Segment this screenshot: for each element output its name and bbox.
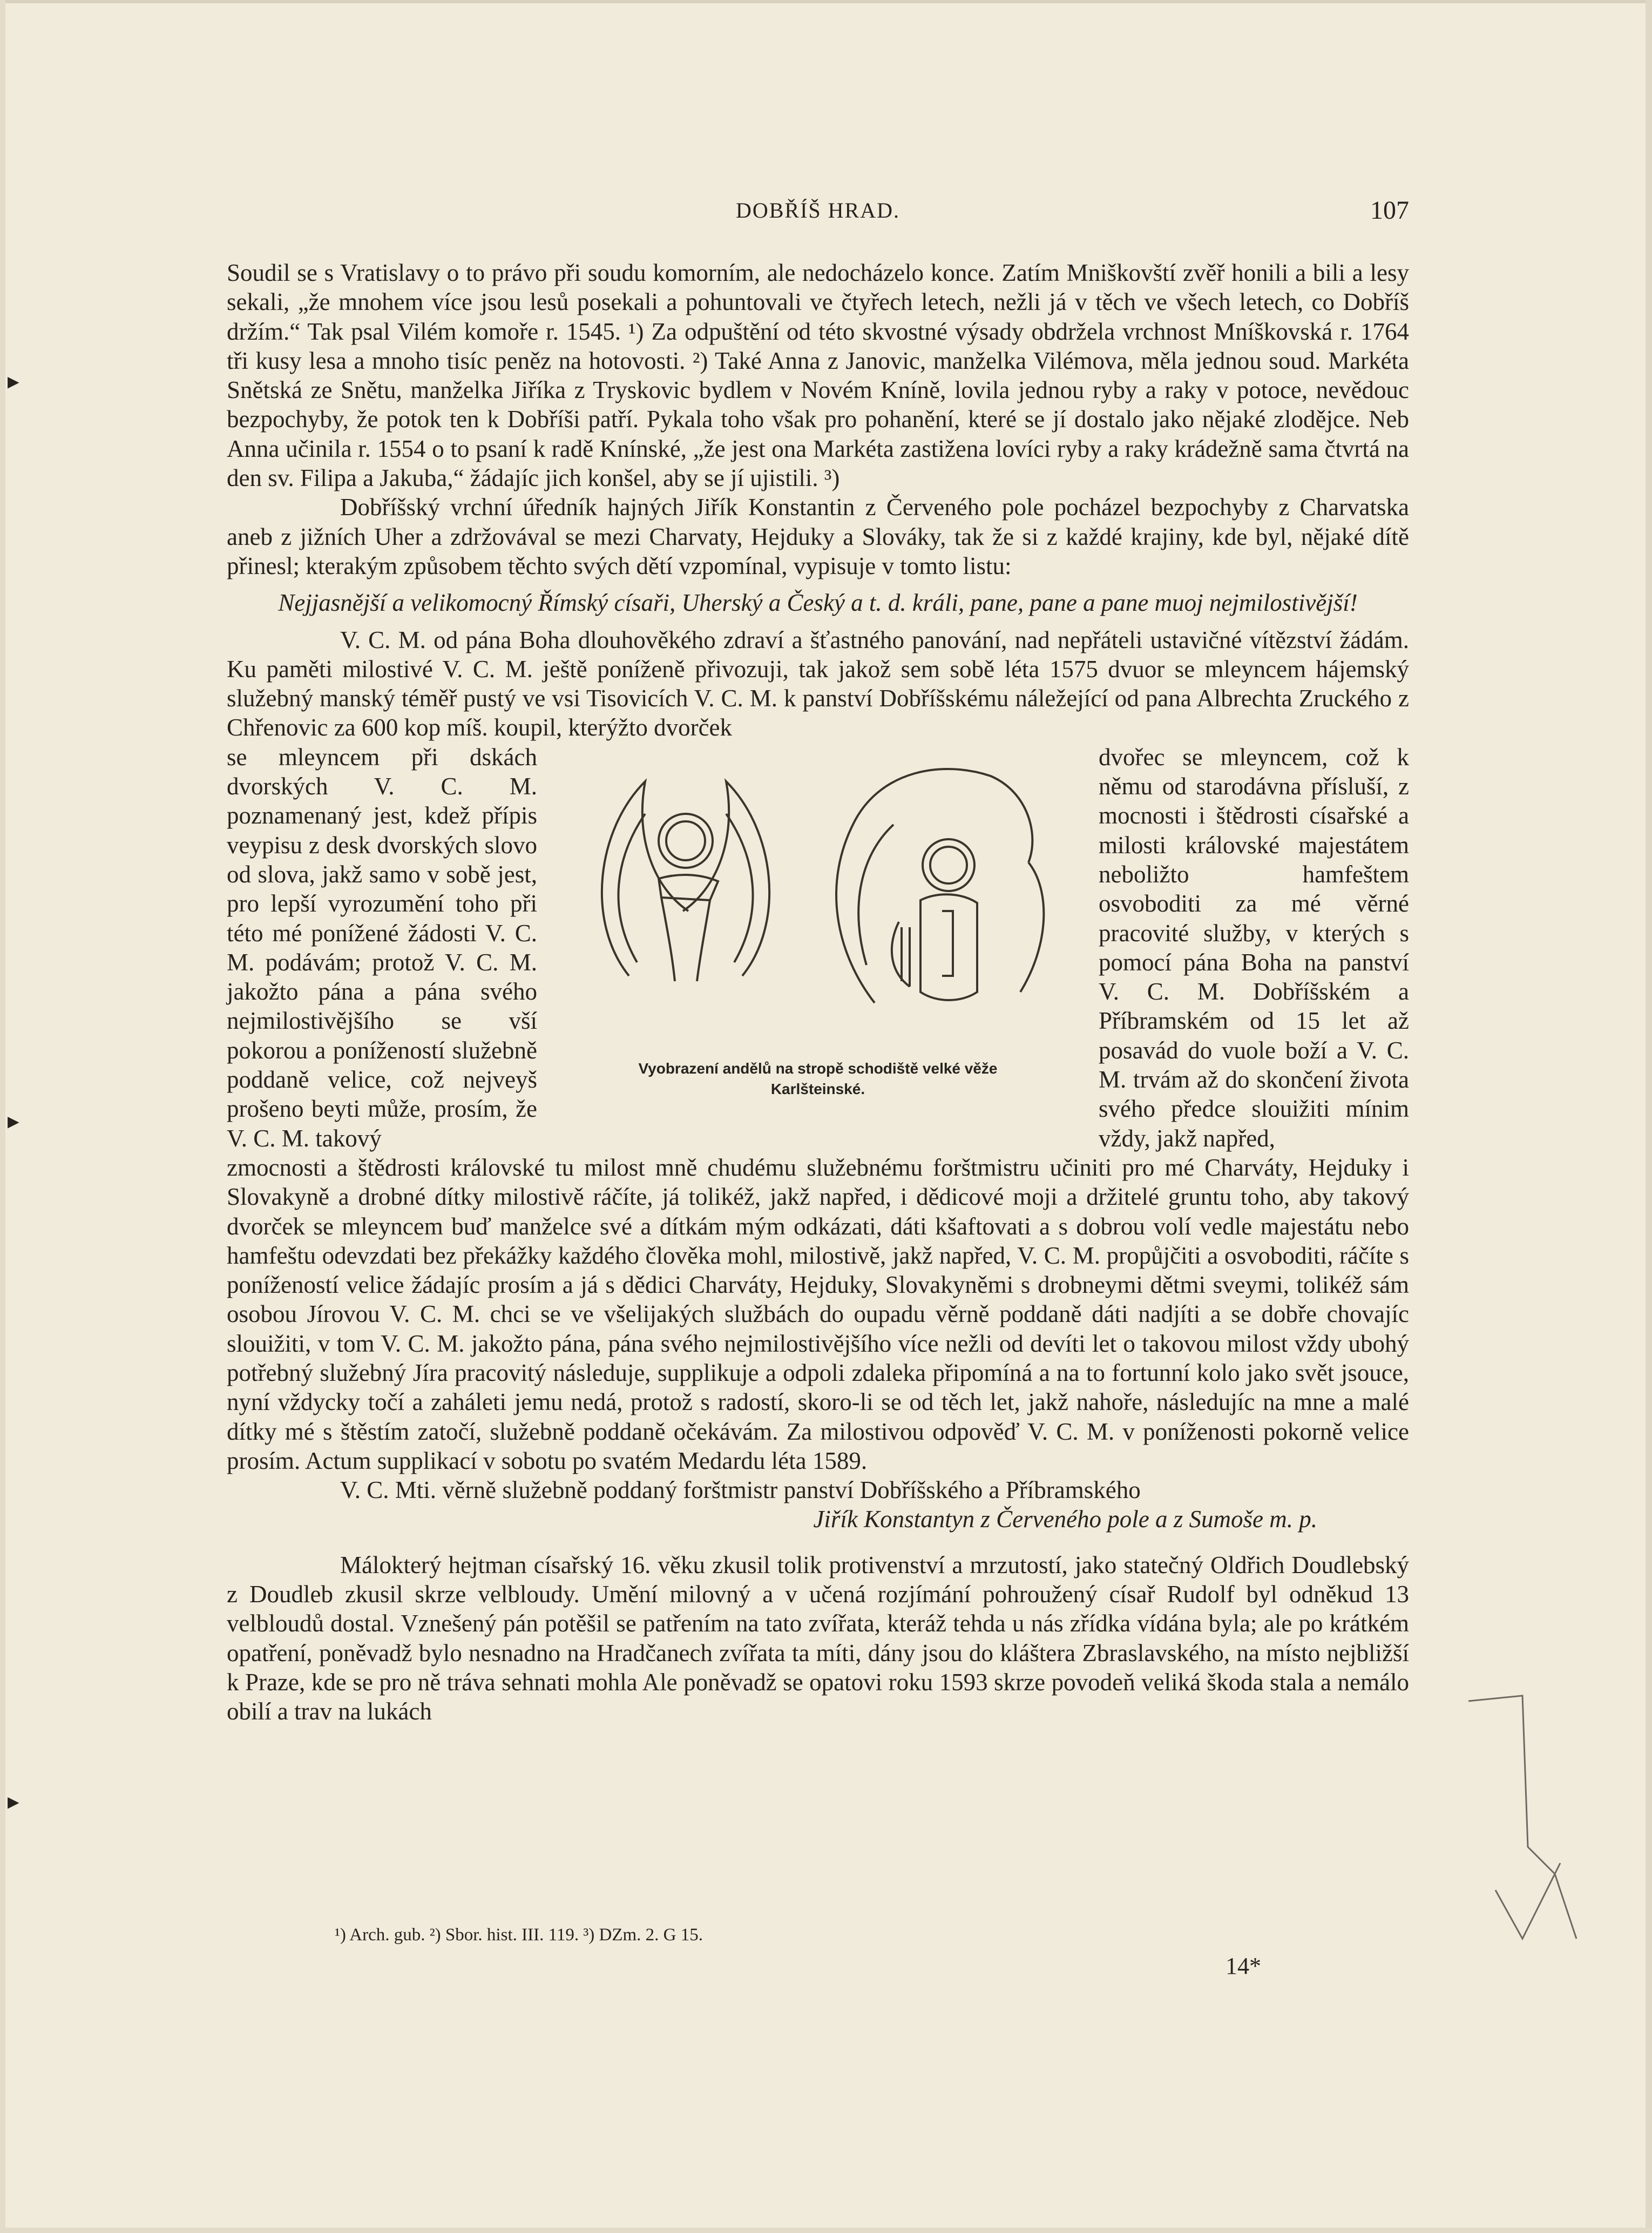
page-edge-right — [1646, 0, 1652, 2233]
angel-illustration — [564, 749, 1072, 1051]
letter-intro: V. C. M. od pána Boha dlouhověkého zdraví a šťastného panování, nad nepřáteli ustavičné vítězství žádám. Ku paměti milostivé V. C. M. ještě poníženě přivozuji, tak jakož sem sobě léta 1575 dvuor se mleyncem hájemský služebný manský téměř pustý ve vsi Tisovicích V. C. M. k panství Dobříšskému náležející od pana Albrechta Zruckého z Chřenovic za 600 kop míš. koupil, kterýžto dvorček — [227, 626, 1409, 741]
page-edge-top — [0, 0, 1652, 3]
figure-block — [227, 743, 1409, 1153]
page-header — [227, 195, 1409, 233]
page-edge-left — [0, 0, 5, 2233]
letter-left-column: se mleyncem při dskách dvorských V. C. M. poznamenaný jest, kdež přípis veypisu z desk dvorských slovo od slova, jakž samo v sobě jest, pro lepší vyrozumění toho při této mé ponížené žádosti V. C. M. podávám; protož V. C. M. jakožto pána a pána svého nejmilostivějšího se vší pokorou a ponížeností služebně poddaně velice, což nejveyš prošeno beyti může, prosím, že V. C. M. takový — [227, 743, 537, 1152]
angel-figure — [537, 743, 1099, 1122]
paragraph: Dobříšský vrchní úředník hajných Jiřík Konstantin z Červeného pole pocházel bezpochyby z Charvatska aneb z jižních Uher a zdržovával se mezi Charvaty, Hejduky a Slováky, tak že si z každé krajiny, kde byl, nějaké dítě přinesl; kterakým způsobem těchto svých dětí vzpomínal, vypisuje v tomto listu: — [227, 494, 1409, 579]
page-number: 107 — [1370, 196, 1409, 225]
paragraph: Málokterý hejtman císařský 16. věku zkusil tolik protivenství a mrzutostí, jako statečný Oldřich Doudlebský z Doudleb zkusil skrze velbloudy. Umění milovný a v učená rozjímání pohroužený císař Rudolf byl odněkud 13 velbloudů dostal. Vznešený pán potěšil se patřením na tato zvířata, kteráž tehda u nás zřídka vídána byla; ale po krátkém opatření, poněvadž bylo nesnadno na Hradčanech zvířata ta míti, dány jsou do kláštera Zbraslavského, na místo nejbližší k Praze, kde se pro ně tráva sehnati mohla Ale poněvadž se opatovi roku 1593 skrze povodeň veliká škoda stala a nemálo obilí a trav na lukách — [227, 1551, 1409, 1725]
figure-caption-line: Vyobrazení andělů na stropě schodiště velké věže — [638, 1060, 998, 1077]
figure-caption — [537, 1058, 1099, 1099]
pencil-bracket-mark — [1458, 1685, 1598, 1966]
running-title: DOBŘÍŠ HRAD. — [735, 198, 901, 222]
page-edge-bottom — [0, 2228, 1652, 2233]
letter-continuation: zmocnosti a štědrosti královské tu milost mně chudému služebnému forštmistru učiniti pro mé Charváty, Hejduky i Slovakyně a drobné dítky milostivě ráčíte, já tolikéž, jakž napřed, i dědicové moji a držitelé gruntu toho, aby takový dvorček se mleyncem buď manželce své a dítkám mým odkázati, dáti kšaftovati a s dobrou volí vedle majestátu nebo hamfeštu odevzdati bez překážky každého člověka mohl, milostivě, jakž napřed, V. C. M. propůjčiti a osvoboditi, ráčíte s ponížeností velice žádajíc prosím a já s dědici Charváty, Hejduky, Slovakyněmi s drobneymi dětmi sveymi, tolikéž sám osobou Jírovou V. C. M. chci se ve všelijakých službách do oupadu věrně poddaně dáti nadjíti a se dobře chovajíc slouižiti, v tom V. C. M. jakožto pána, pána svého nejmilostivějšího více nežli od devíti let o takovou milost vždy ubohý potřebný služebný Jíra pracovitý následuje, supplikuje a odpoli zdaleka připomíná a na to fortunní kolo jako svět jsouce, nyní vždycky točí a zaháleti jemu nedá, protož s radostí, skoro-li se od těch let, jakž nahoře, následujíc na mne a malé dítky mé s štěstím zatočí, služebně poddaně očekávám. Za milostivou odpověď V. C. M. v poníženosti pokorně velice prosím. Actum supplikací v sobotu po svatém Medardu léta 1589. — [227, 1153, 1409, 1474]
letter-closing: V. C. Mti. věrně služebně poddaný forštmistr panství Dobříšského a Příbramského — [340, 1476, 1141, 1504]
signature-mark: 14* — [1226, 1953, 1261, 1979]
paragraph: Soudil se s Vratislavy o to právo při soudu komorním, ale nedocházelo konce. Zatím Mniškovští zvěř honili a bili a lesy sekali, „že mnohem více jsou lesů posekali a pohuntovali ve čtyřech letech, nežli já v těch ve všech letech, co Dobříš držím.“ Tak psal Vilém komoře r. 1545. ¹) Za odpuštění od této skvostné výsady obdržela vrchnost Mníškovská r. 1764 tři kusy lesa a mnoho tisíc peněz na hotovosti. ²) Také Anna z Janovic, manželka Vilémova, měla jednou soud. Markéta Snětská ze Snětu, manželka Jiříka z Tryskovic bydlem v Novém Kníně, lovila jednou ryby a raky v potoce, nevědouc bezpochyby, že potok ten k Dobříši patří. Pykala toho však pro pohanění, které se jí dostalo jako nějaké zlodějce. Neb Anna učinila r. 1554 o to psaní k radě Knínské, „že jest ona Markéta zastižena lovíci ryby a raky krádežně sama čtvrtá na den sv. Filipa a Jakuba,“ žádajíc jich konšel, aby se jí ujistili. ³) — [227, 259, 1409, 492]
body-text — [227, 258, 1409, 1726]
letter-salutation: Nejjasnější a velikomocný Římský císaři, Uherský a Český a t. d. králi, pane, pane a pane muoj nejmilostivější! — [278, 589, 1358, 617]
margin-arrow-icon: ▶ — [8, 1794, 19, 1811]
letter-signature: Jiřík Konstantyn z Červeného pole a z Sumoše m. p. — [813, 1506, 1317, 1533]
margin-arrow-icon: ▶ — [8, 374, 19, 390]
margin-arrow-icon: ▶ — [8, 1114, 19, 1130]
footnotes: ¹) Arch. gub. ²) Sbor. hist. III. 119. ³) DZm. 2. G 15. — [335, 1925, 703, 1945]
letter-right-column: dvořec se mleyncem, což k němu od starodávna přísluší, z mocnosti i štědrosti císařské a milosti královské majestátem neboližto hamfeštem osvoboditi za mé věrné pracovité služby, v kterých s pomocí pána Boha na panství V. C. M. Dobříšském a Příbramském od 15 let až posavád do vuole boží a V. C. M. trvám až do skončení života svého předce slouižiti mínim vždy, jakž napřed, — [1099, 743, 1409, 1152]
figure-caption-line: Karlšteinské. — [770, 1080, 865, 1097]
